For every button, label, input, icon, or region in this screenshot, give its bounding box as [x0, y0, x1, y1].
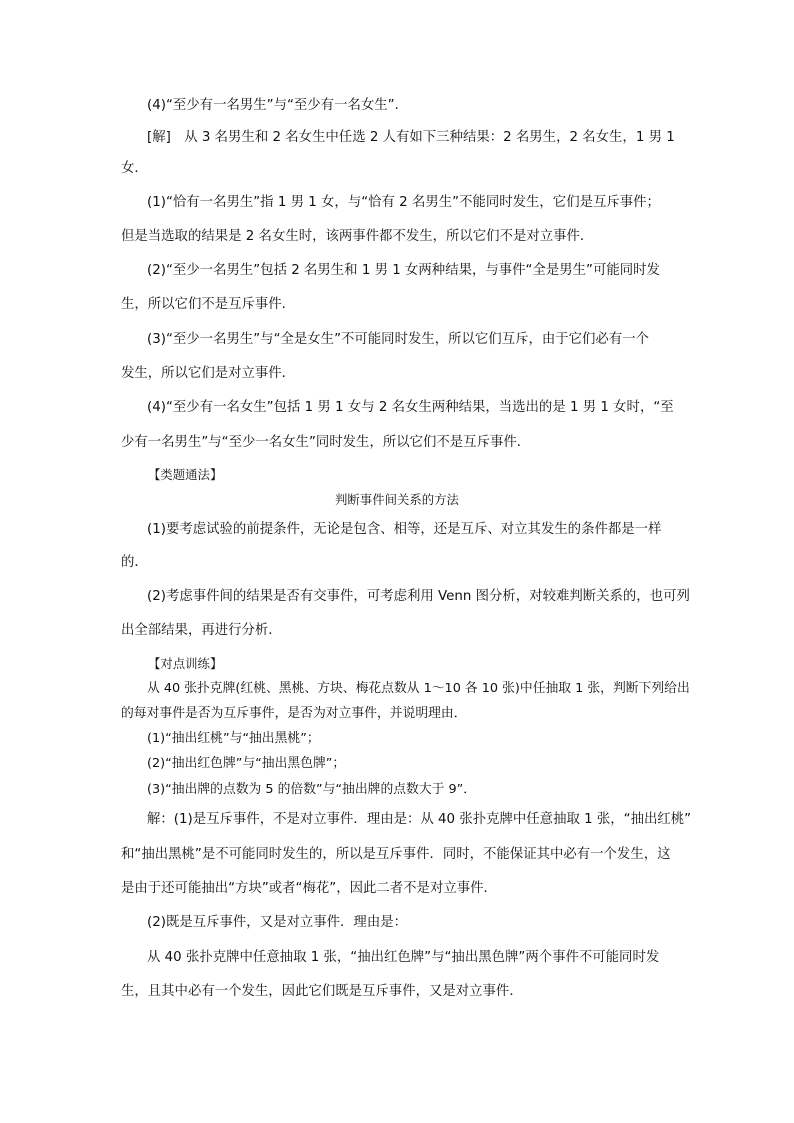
section-heading-method: 【类题通法】 — [148, 467, 223, 482]
practice-solution-1-cont-b: 是由于还可能抽出“方块”或者“梅花”，因此二者不是对立事件． — [121, 881, 497, 896]
practice-item-2: (2)“抽出红色牌”与“抽出黑色牌”； — [147, 756, 346, 771]
practice-item-3: (3)“抽出牌的点数为 5 的倍数”与“抽出牌的点数大于 9”． — [147, 782, 477, 797]
answer-1-cont: 但是当选取的结果是 2 名女生时，该两事件都不发生，所以它们不是对立事件． — [121, 229, 594, 244]
practice-solution-2: (2)既是互斥事件，又是对立事件．理由是： — [147, 915, 407, 930]
practice-solution-2-detail: 从 40 张扑克牌中任意抽取 1 张，“抽出红色牌”与“抽出黑色牌”两个事件不可能同时发 — [147, 950, 660, 965]
practice-item-1: (1)“抽出红桃”与“抽出黑桃”； — [147, 731, 320, 746]
practice-problem-cont: 的每对事件是否为互斥事件，是否为对立事件，并说明理由． — [121, 706, 467, 721]
practice-solution-1-cont-a: 和“抽出黑桃”是不可能同时发生的，所以是互斥事件．同时，不能保证其中必有一个发生，这 — [121, 847, 671, 862]
practice-solution-1: 解：(1)是互斥事件，不是对立事件．理由是：从 40 张扑克牌中任意抽取 1 张，“抽出红桃” — [147, 812, 692, 827]
method-point-2-cont: 出全部结果，再进行分析． — [121, 623, 282, 638]
question-part-4: (4)“至少有一名男生”与“至少有一名女生”． — [147, 98, 408, 113]
section-heading-practice: 【对点训练】 — [148, 656, 223, 671]
method-title: 判断事件间关系的方法 — [335, 492, 459, 507]
answer-4: (4)“至少有一名女生”包括 1 男 1 女与 2 名女生两种结果，当选出的是 1 男 1 女时，“至 — [147, 400, 674, 415]
answer-3-cont: 发生，所以它们是对立事件． — [121, 366, 296, 381]
answer-2: (2)“至少一名男生”包括 2 名男生和 1 男 1 女两种结果，与事件“全是男生”可能同时发 — [147, 263, 660, 278]
answer-4-cont: 少有一名男生”与“至少一名女生”同时发生，所以它们不是互斥事件． — [121, 435, 531, 450]
method-point-1: (1)要考虑试验的前提条件，无论是包含、相等，还是互斥、对立其发生的条件都是一样 — [147, 522, 662, 537]
method-point-2: (2)考虑事件间的结果是否有交事件，可考虑利用 Venn 图分析，对较难判断关系的，也可列 — [147, 589, 690, 604]
practice-solution-2-detail-cont: 生，且其中必有一个发生，因此它们既是互斥事件，又是对立事件． — [121, 984, 523, 999]
method-point-1-cont: 的． — [121, 555, 148, 570]
solution-intro: [解] 从 3 名男生和 2 名女生中任选 2 人有如下三种结果：2 名男生，2 名女生，1 男 1 — [147, 130, 675, 145]
practice-problem: 从 40 张扑克牌(红桃、黑桃、方块、梅花点数从 1～10 各 10 张)中任抽取 1 张，判断下列给出 — [147, 681, 690, 696]
solution-intro-cont: 女． — [121, 161, 148, 176]
answer-1: (1)“恰有一名男生”指 1 男 1 女，与“恰有 2 名男生”不能同时发生，它们是互斥事件； — [147, 195, 660, 210]
answer-2-cont: 生，所以它们不是互斥事件． — [121, 297, 296, 312]
answer-3: (3)“至少一名男生”与“全是女生”不可能同时发生，所以它们互斥，由于它们必有一个 — [147, 332, 649, 347]
